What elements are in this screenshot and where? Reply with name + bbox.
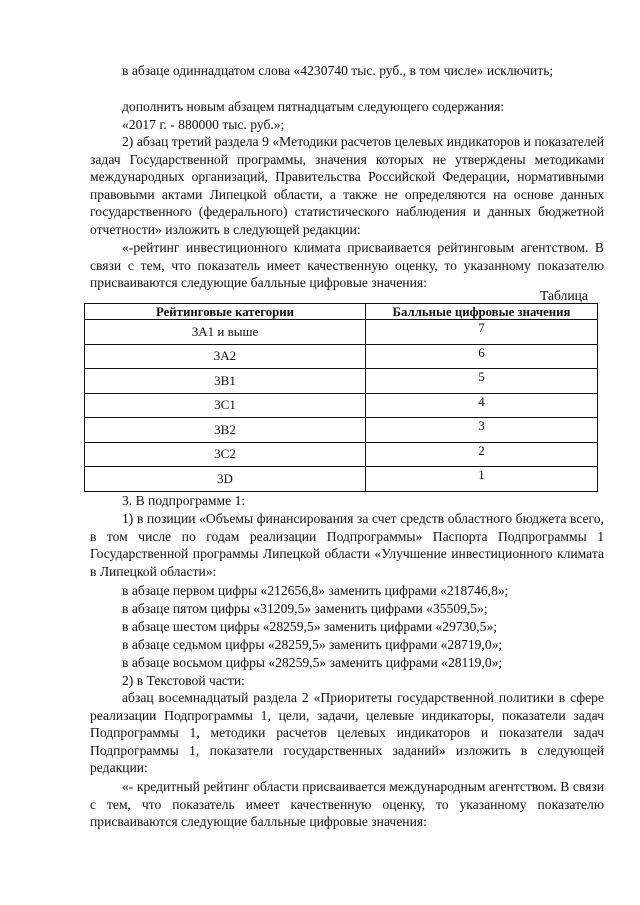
category-cell: 3A1 и выше [85,320,366,345]
table-row [85,442,598,467]
table-row [85,344,598,369]
paragraph-8: в абзаце первом цифры «212656,8» заменить цифрами «218746,8»; [122,583,509,598]
paragraph-15: «- кредитный рейтинг области присваивается международным агентством. В связи с тем, что показатель имеет качественную оценку, то указанному показателю присваиваются следующие балльные цифровые значения: [90,779,604,830]
paragraph-7: 1) в позиции «Объемы финансирования за счет средств областного бюджета всего, в том числе по годам реализации Подпрограммы» Паспорта Подпрограммы 1 Государственной программы Липецкой области «Улучшение инвестиционного климата в Липецкой области»: [90,511,604,579]
category-cell: 3C2 [85,442,366,467]
value-cell: 6 [366,344,598,369]
paragraph-2: дополнить новым абзацем пятнадцатым следующего содержания: [122,99,505,114]
table-row [85,393,598,418]
value-cell: 2 [366,442,598,467]
category-cell: 3D [85,467,366,492]
column-header-values: Балльные цифровые значения [366,304,598,320]
value-cell: 3 [366,418,598,443]
category-cell: 3B2 [85,418,366,443]
table-row [85,369,598,394]
value-cell: 5 [366,369,598,394]
category-cell: 3B1 [85,369,366,394]
category-cell: 3A2 [85,344,366,369]
table-row [85,418,598,443]
rating-table [84,303,598,492]
column-header-categories: Рейтинговые категории [85,304,366,320]
paragraph-10: в абзаце шестом цифры «28259,5» заменить цифрами «29730,5»; [122,619,498,634]
table-row [85,467,598,492]
paragraph-9: в абзаце пятом цифры «31209,5» заменить цифрами «35509,5»; [122,601,488,616]
paragraph-3: «2017 г. - 880000 тыс. руб.»; [122,117,285,132]
value-cell: 4 [366,393,598,418]
paragraph-6: 3. В подпрограмме 1: [122,493,246,508]
table-caption: Таблица [540,288,588,303]
paragraph-5: «-рейтинг инвестиционного климата присваивается рейтинговым агентством. В связи с тем, что показатель имеет качественную оценку, то указанному показателю присваиваются следующие балльные цифровые значения: [90,240,604,291]
paragraph-14: абзац восемнадцатый раздела 2 «Приоритеты государственной политики в сфере реализации Подпрограммы 1, цели, задачи, целевые индикаторы, показатели задач Подпрограммы 1, методики расчетов целевых индикаторов и показатели задач Подпрограммы 1, показатели государственных заданий» изложить в следующей редакции: [90,690,604,776]
category-cell: 3C1 [85,393,366,418]
value-cell: 7 [366,320,598,345]
paragraph-1: в абзаце одиннадцатом слова «4230740 тыс. руб., в том числе» исключить; [122,63,554,78]
table-header-row [85,304,598,320]
table-row [85,320,598,345]
paragraph-4: 2) абзац третий раздела 9 «Методики расчетов целевых индикаторов и показателей задач Государственной программы, значения которых не утверждены методиками международных организаций, Правительства Российской Федерации, нормативными правовыми актами Липецкой области, а также не определяются на основе данных государственного (федерального) статистического наблюдения и данных бюджетной отчетности» изложить в следующей редакции: [90,134,604,237]
value-cell: 1 [366,467,598,492]
paragraph-12: в абзаце восьмом цифры «28259,5» заменить цифрами «28119,0»; [122,655,503,670]
paragraph-13: 2) в Текстовой части: [122,673,245,688]
paragraph-11: в абзаце седьмом цифры «28259,5» заменить цифрами «28719,0»; [122,637,503,652]
